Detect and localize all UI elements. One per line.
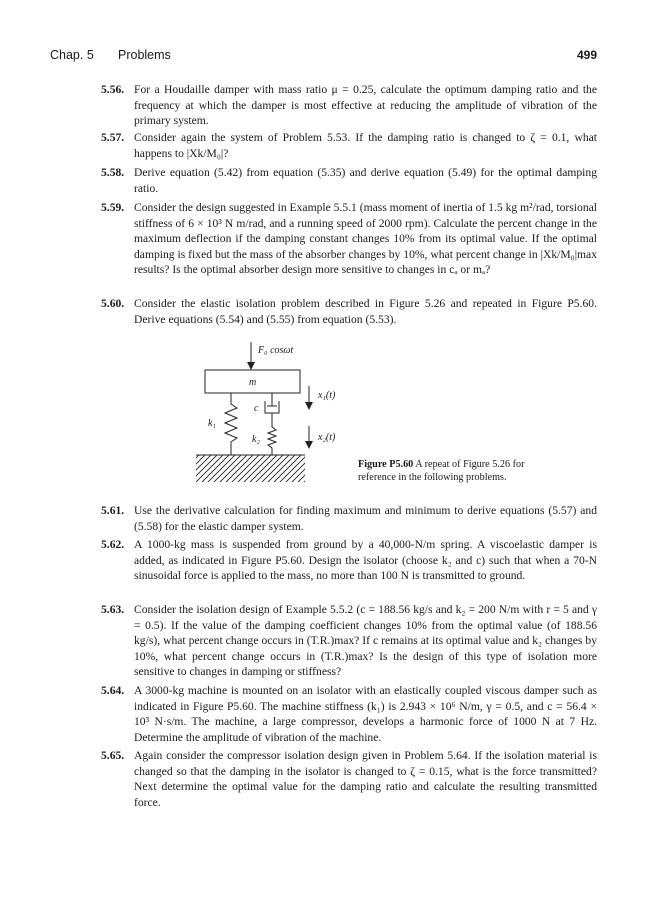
problem-number: 5.56. bbox=[101, 83, 125, 96]
problem-5-64 bbox=[101, 683, 597, 745]
caption-text: A repeat of Figure 5.26 for reference in the following problems. bbox=[358, 459, 525, 483]
problem-5-65 bbox=[101, 748, 597, 810]
problem-number: 5.59. bbox=[101, 201, 125, 214]
damper-label: c bbox=[254, 403, 259, 414]
k1-label: k₁ bbox=[208, 418, 216, 429]
problem-text: Derive equation (5.42) from equation (5.35) and derive equation (5.49) for the optimal damping ratio. bbox=[134, 166, 597, 195]
ground-hatch bbox=[196, 455, 305, 482]
problem-number: 5.60. bbox=[101, 297, 125, 310]
problem-text: Consider the elastic isolation problem described in Figure 5.26 and repeated in Figure P5.60. Derive equations (5.54) and (5.55) from equation (5.53). bbox=[134, 297, 597, 326]
k2-label: k₂ bbox=[252, 434, 260, 445]
problem-number: 5.57. bbox=[101, 131, 125, 144]
problem-text: A 1000-kg mass is suspended from ground by a 40,000-N/m spring. A viscoelastic damper is added, as indicated in Figure P5.60. Design the isolator (choose k₂ and c) such that when a 70-N sinusoidal force is applied to the mass, no more than 100 N is transmitted to ground. bbox=[134, 538, 597, 583]
problem-number: 5.61. bbox=[101, 504, 125, 517]
problem-text: For a Houdaille damper with mass ratio μ = 0.25, calculate the optimum damping ratio and the frequency at which the damper is most effective at reducing the amplitude of vibration of the primary system. bbox=[134, 83, 597, 128]
x1-label: x₁(t) bbox=[318, 390, 336, 401]
mass-label: m bbox=[249, 377, 257, 388]
problem-number: 5.65. bbox=[101, 749, 125, 762]
problem-number: 5.64. bbox=[101, 684, 125, 697]
spring-k2 bbox=[268, 422, 276, 455]
page-number: 499 bbox=[576, 48, 597, 62]
problem-number: 5.58. bbox=[101, 166, 125, 179]
problem-number: 5.63. bbox=[101, 603, 125, 616]
problem-text: Again consider the compressor isolation design given in Problem 5.64. If the isolation material is changed so that the damping in the isolator is changed to ζ = 0.15, what is the force transmitted? Next determine the optimal value for the damping ratio and calculate the resulting transmitted force. bbox=[134, 749, 597, 809]
problem-number: 5.62. bbox=[101, 538, 125, 551]
problem-5-63 bbox=[101, 602, 597, 680]
force-label: F₀ cosωt bbox=[258, 345, 294, 356]
problem-5-61 bbox=[101, 503, 597, 534]
x2-label: x₂(t) bbox=[318, 432, 336, 443]
problem-text: Consider the design suggested in Example 5.5.1 (mass moment of inertia of 1.5 kg m²/rad, torsional stiffness of 6 × 10³ N m/rad, and a running speed of 2000 rpm). Calculate the percent change in the maximum deflection if the damping constant changes 10% from its optimal value. If the optimal damping is fixed but the mass of the absorber changes by 10%, what percent change in |Xk/M₀|max results? Is the optimal absorber design more sensitive to changes in cₐ or mₐ? bbox=[134, 201, 597, 277]
force-arrowhead bbox=[247, 362, 255, 370]
problem-text: Consider the isolation design of Example 5.5.2 (c = 188.56 kg/s and k₂ = 200 N/m with r = 5 and γ = 0.5). If the value of the damping coefficient changes 10% from the optimal value (of 188.56 kg/s), what percent change occurs in (T.R.)max? If c remains at its optimal value and k₂ changes by 10%, what percent change occurs in (T.R.)max? Is the design of this type of isolation more sensitive to changes in damping or stiffness? bbox=[134, 603, 597, 679]
section-label: Problems bbox=[118, 48, 171, 62]
chapter-label: Chap. 5 bbox=[50, 48, 94, 62]
x1-arrowhead bbox=[305, 402, 313, 410]
x2-arrowhead bbox=[305, 441, 313, 449]
figure-caption bbox=[358, 458, 558, 484]
spring-k1 bbox=[225, 393, 237, 455]
problem-text: Use the derivative calculation for finding maximum and minimum to derive equations (5.57) and (5.58) for the elastic damper system. bbox=[134, 504, 597, 533]
caption-title: Figure P5.60 bbox=[358, 459, 414, 470]
problem-text: A 3000-kg machine is mounted on an isolator with an elastically coupled viscous damper such as indicated in Figure P5.60. The machine stiffness (k₁) is 2.943 × 10⁶ N/m, γ = 0.5, and c = 56.4 × 10³ N·s/m. The machine, a large compressor, develops a harmonic force of 1000 N at 7 Hz. Determine the amplitude of vibration of the machine. bbox=[134, 684, 597, 744]
problem-5-62 bbox=[101, 537, 597, 584]
problem-text: Consider again the system of Problem 5.53. If the damping ratio is changed to ζ = 0.1, what happens to |Xk/M₀|? bbox=[134, 131, 597, 160]
